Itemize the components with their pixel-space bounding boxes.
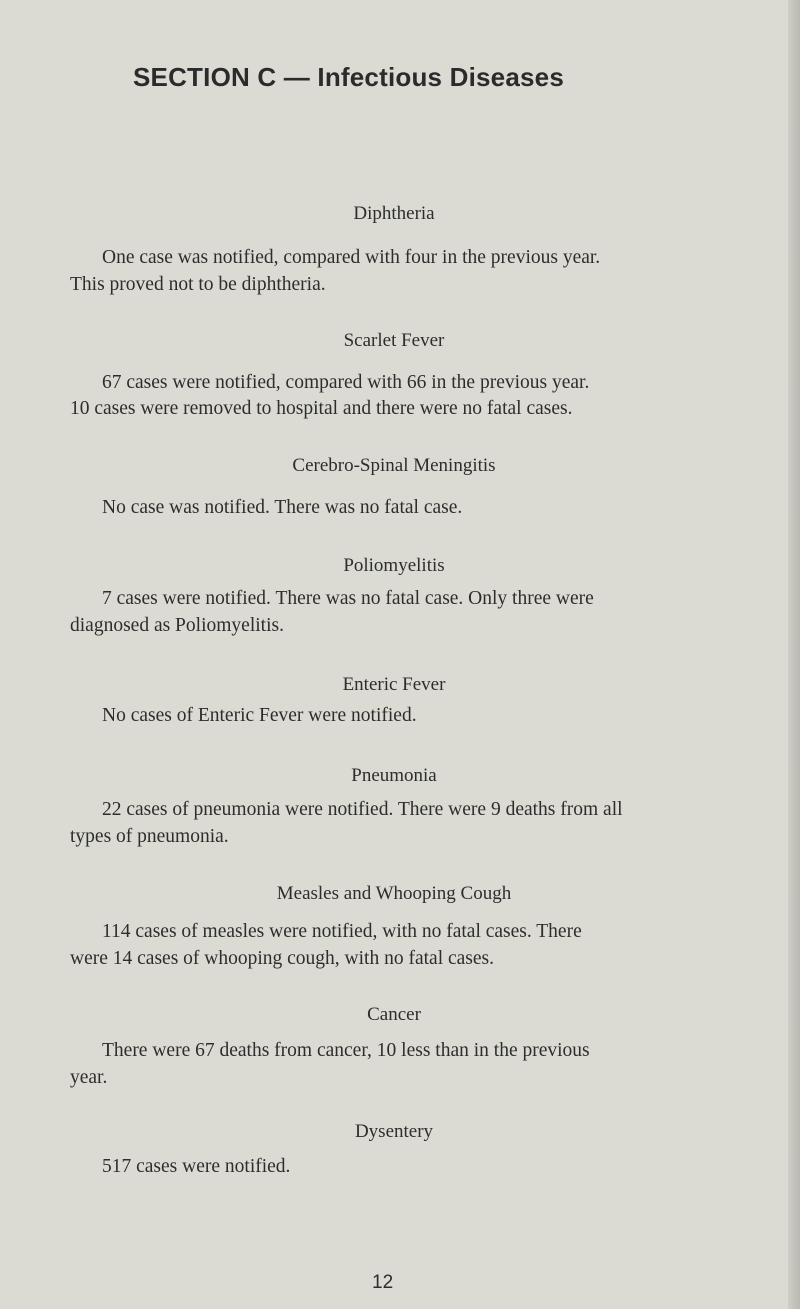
- heading-scarlet-fever: Scarlet Fever: [343, 330, 445, 351]
- heading-measles-whooping-cough: Measles and Whooping Cough: [276, 883, 512, 904]
- paragraph-measles-line-1: 114 cases of measles were notified, with no fatal cases. There: [102, 921, 582, 942]
- paragraph-scarlet-fever-line-1: 67 cases were notified, compared with 66 in the previous year.: [102, 372, 590, 393]
- paragraph-diphtheria-line-1: One case was notified, compared with four in the previous year.: [102, 247, 601, 268]
- paragraph-poliomyelitis-line-2: diagnosed as Poliomyelitis.: [70, 615, 284, 636]
- paragraph-pneumonia-line-2: types of pneumonia.: [70, 826, 229, 847]
- paragraph-pneumonia-line-1: 22 cases of pneumonia were notified. There were 9 deaths from all: [102, 799, 623, 820]
- paragraph-diphtheria-line-2: This proved not to be diphtheria.: [70, 274, 326, 295]
- paragraph-dysentery-line-1: 517 cases were notified.: [102, 1156, 291, 1177]
- heading-pneumonia: Pneumonia: [351, 765, 437, 786]
- paragraph-scarlet-fever-line-2: 10 cases were removed to hospital and there were no fatal cases.: [70, 398, 573, 419]
- paragraph-enteric-fever-line-1: No cases of Enteric Fever were notified.: [102, 705, 417, 726]
- heading-enteric-fever: Enteric Fever: [342, 674, 446, 695]
- paragraph-measles-line-2: were 14 cases of whooping cough, with no fatal cases.: [70, 948, 495, 969]
- section-title: SECTION C — Infectious Diseases: [133, 62, 564, 92]
- heading-poliomyelitis: Poliomyelitis: [343, 555, 445, 576]
- paragraph-meningitis-line-1: No case was notified. There was no fatal case.: [102, 497, 463, 518]
- paragraph-poliomyelitis-line-1: 7 cases were notified. There was no fatal case. Only three were: [102, 588, 594, 609]
- heading-cancer: Cancer: [367, 1004, 421, 1025]
- heading-dysentery: Dysentery: [354, 1121, 434, 1142]
- page-number: 12: [372, 1272, 394, 1293]
- paragraph-cancer-line-2: year.: [70, 1067, 108, 1088]
- heading-cerebro-spinal-meningitis: Cerebro-Spinal Meningitis: [292, 455, 496, 476]
- paragraph-cancer-line-1: There were 67 deaths from cancer, 10 less than in the previous: [102, 1040, 590, 1061]
- heading-diphtheria: Diphtheria: [353, 203, 435, 224]
- page-edge-shadow: [788, 0, 800, 1309]
